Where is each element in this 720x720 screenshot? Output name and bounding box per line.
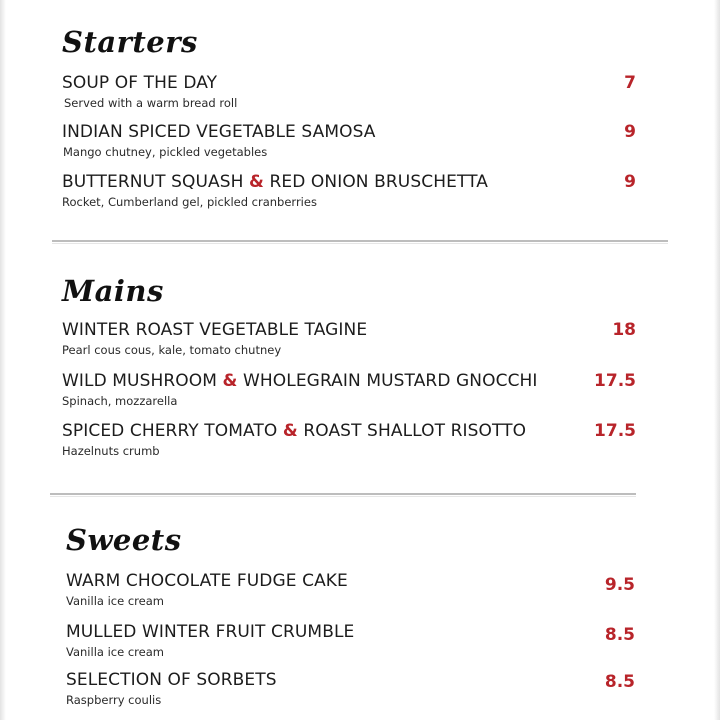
item-description: Hazelnuts crumb — [62, 444, 160, 458]
menu-item — [0, 172, 720, 220]
menu-item — [0, 371, 720, 419]
section-divider — [52, 240, 668, 242]
section-title-sweets: Sweets — [66, 523, 182, 557]
item-price: 9.5 — [604, 575, 635, 595]
section-title-starters: Starters — [62, 25, 198, 59]
item-name: SELECTION OF SORBETS — [66, 670, 277, 690]
item-price: 7 — [624, 73, 636, 93]
item-price: 8.5 — [604, 672, 635, 692]
item-name: WARM CHOCOLATE FUDGE CAKE — [66, 571, 348, 591]
item-price: 8.5 — [604, 625, 635, 645]
item-price: 9 — [624, 122, 636, 142]
item-description: Mango chutney, pickled vegetables — [63, 145, 268, 159]
menu-item — [0, 421, 720, 469]
item-description: Vanilla ice cream — [66, 594, 164, 608]
menu-item — [0, 622, 720, 670]
item-description: Served with a warm bread roll — [64, 96, 238, 110]
section-title-mains: Mains — [62, 274, 164, 308]
item-description: Rocket, Cumberland gel, pickled cranberries — [62, 195, 317, 209]
ampersand: & — [282, 421, 298, 441]
item-name: WINTER ROAST VEGETABLE TAGINE — [62, 320, 368, 340]
item-price: 17.5 — [594, 371, 636, 391]
section-divider — [50, 493, 636, 495]
item-description: Pearl cous cous, kale, tomato chutney — [62, 343, 282, 357]
ampersand: & — [222, 371, 238, 391]
item-price: 18 — [612, 320, 636, 340]
item-description: Spinach, mozzarella — [62, 394, 178, 408]
item-description: Vanilla ice cream — [66, 645, 164, 659]
item-name: BUTTERNUT SQUASH & RED ONION BRUSCHETTA — [62, 172, 489, 192]
item-price: 9 — [624, 172, 636, 192]
item-name: WILD MUSHROOM & WHOLEGRAIN MUSTARD GNOCCHI — [62, 371, 538, 391]
item-name: INDIAN SPICED VEGETABLE SAMOSA — [62, 122, 376, 142]
menu-item — [0, 73, 720, 121]
item-price: 17.5 — [594, 421, 636, 441]
menu-item — [0, 670, 720, 718]
menu-item — [0, 122, 720, 170]
menu-item — [0, 320, 720, 368]
item-name: MULLED WINTER FRUIT CRUMBLE — [66, 622, 355, 642]
item-name: SPICED CHERRY TOMATO & ROAST SHALLOT RISOTTO — [62, 421, 527, 441]
menu-item — [0, 571, 720, 619]
item-name: SOUP OF THE DAY — [62, 73, 218, 93]
ampersand: & — [249, 172, 264, 192]
item-description: Raspberry coulis — [66, 693, 162, 707]
